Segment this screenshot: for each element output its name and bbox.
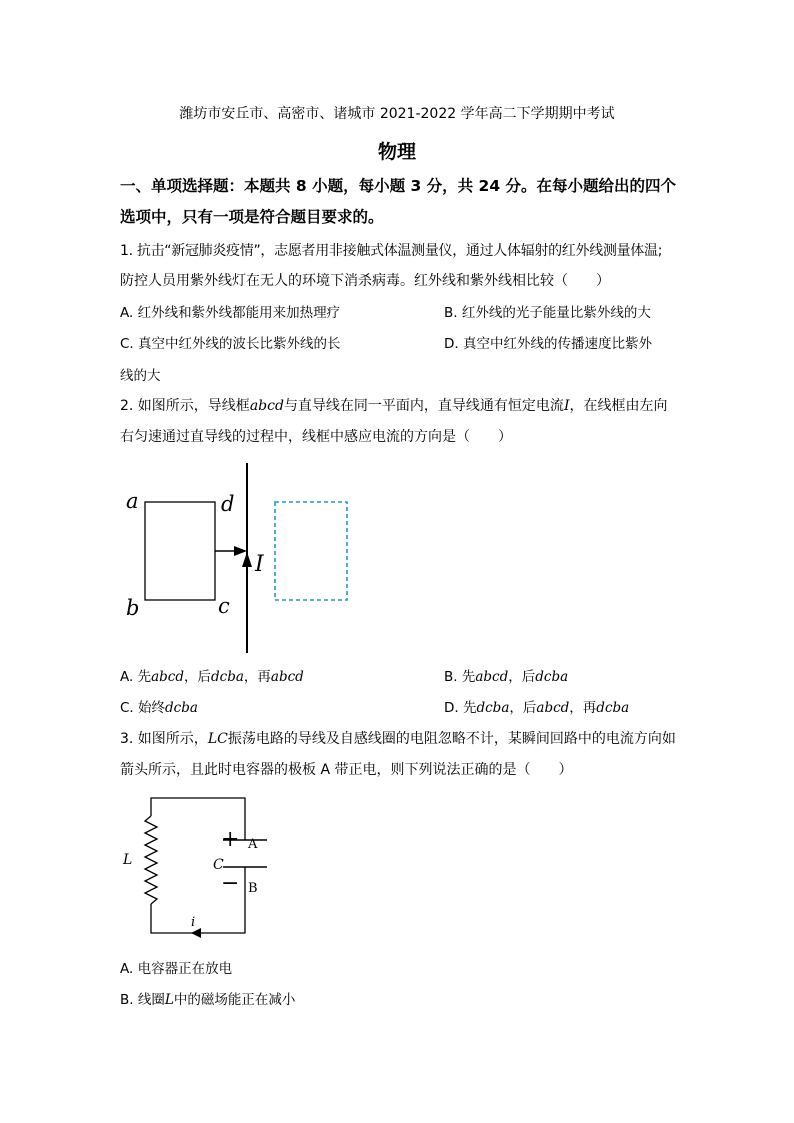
q2-option-b: B. 先abcd，后dcba — [444, 669, 569, 685]
current-arrow-icon — [242, 552, 252, 567]
label-b: b — [126, 596, 140, 620]
label-current-i: i — [191, 915, 196, 930]
q3-option-b: B. 线圈L中的磁场能正在减小 — [120, 992, 296, 1008]
q1-option-b: B. 红外线的光子能量比紫外线的大 — [444, 305, 651, 321]
subject-title: 物理 — [377, 141, 416, 163]
q1-stem-line1: 1. 抗击“新冠肺炎疫情”，志愿者用非接触式体温测量仪，通过人体辐射的红外线测量体温; — [120, 243, 663, 259]
q2-option-a: A. 先abcd，后dcba，再abcd — [120, 669, 304, 685]
q1-stem-line2: 防控人员用紫外线灯在无人的环境下消杀病毒。红外线和紫外线相比较（ ） — [120, 273, 610, 289]
q1-option-a: A. 红外线和紫外线都能用来加热理疗 — [120, 305, 341, 321]
label-a: a — [126, 489, 139, 513]
label-d: d — [221, 492, 235, 516]
minus-sign: − — [221, 871, 240, 896]
q3-stem-line2: 箭头所示，且此时电容器的极板 A 带正电，则下列说法正确的是（ ） — [120, 762, 573, 778]
q1-option-d-continued: 线的大 — [120, 368, 161, 384]
exam-title: 潍坊市安丘市、高密市、诸城市 2021-2022 学年高二下学期期中考试 — [179, 106, 615, 122]
label-L: L — [123, 852, 133, 868]
section-heading-line1: 一、单项选择题：本题共 8 小题，每小题 3 分，共 24 分。在每小题给出的四个 — [120, 177, 677, 195]
q1-option-d: D. 真空中红外线的传播速度比紫外 — [444, 336, 652, 352]
section-heading-line2: 选项中，只有一项是符合题目要求的。 — [120, 208, 384, 226]
q2-stem-line1: 2. 如图所示，导线框abcd与直导线在同一平面内，直导线通有恒定电流I，在线框由左向 — [120, 398, 668, 414]
q3-option-a: A. 电容器正在放电 — [120, 961, 233, 977]
wire-frame-abcd — [145, 502, 215, 600]
label-current-i: I — [255, 552, 264, 577]
dashed-frame-position — [275, 502, 347, 600]
label-c: c — [218, 594, 230, 618]
plus-sign: + — [221, 827, 240, 852]
q2-option-c: C. 始终dcba — [120, 700, 198, 716]
motion-arrowhead — [234, 546, 247, 556]
q2-stem-line2: 右匀速通过直导线的过程中，线框中感应电流的方向是（ ） — [120, 429, 512, 445]
label-C: C — [213, 857, 224, 873]
label-plate-B: B — [248, 881, 258, 896]
q3-figure — [115, 790, 275, 950]
q1-option-c: C. 真空中红外线的波长比紫外线的长 — [120, 336, 341, 352]
q2-option-d: D. 先dcba，后abcd，再dcba — [444, 700, 630, 716]
inductor-coil — [145, 816, 157, 904]
label-plate-A: A — [248, 837, 258, 852]
q2-figure — [118, 455, 368, 660]
q3-stem-line1: 3. 如图所示，LC振荡电路的导线及自感线圈的电阻忽略不计，某瞬间回路中的电流方向如 — [120, 731, 676, 747]
